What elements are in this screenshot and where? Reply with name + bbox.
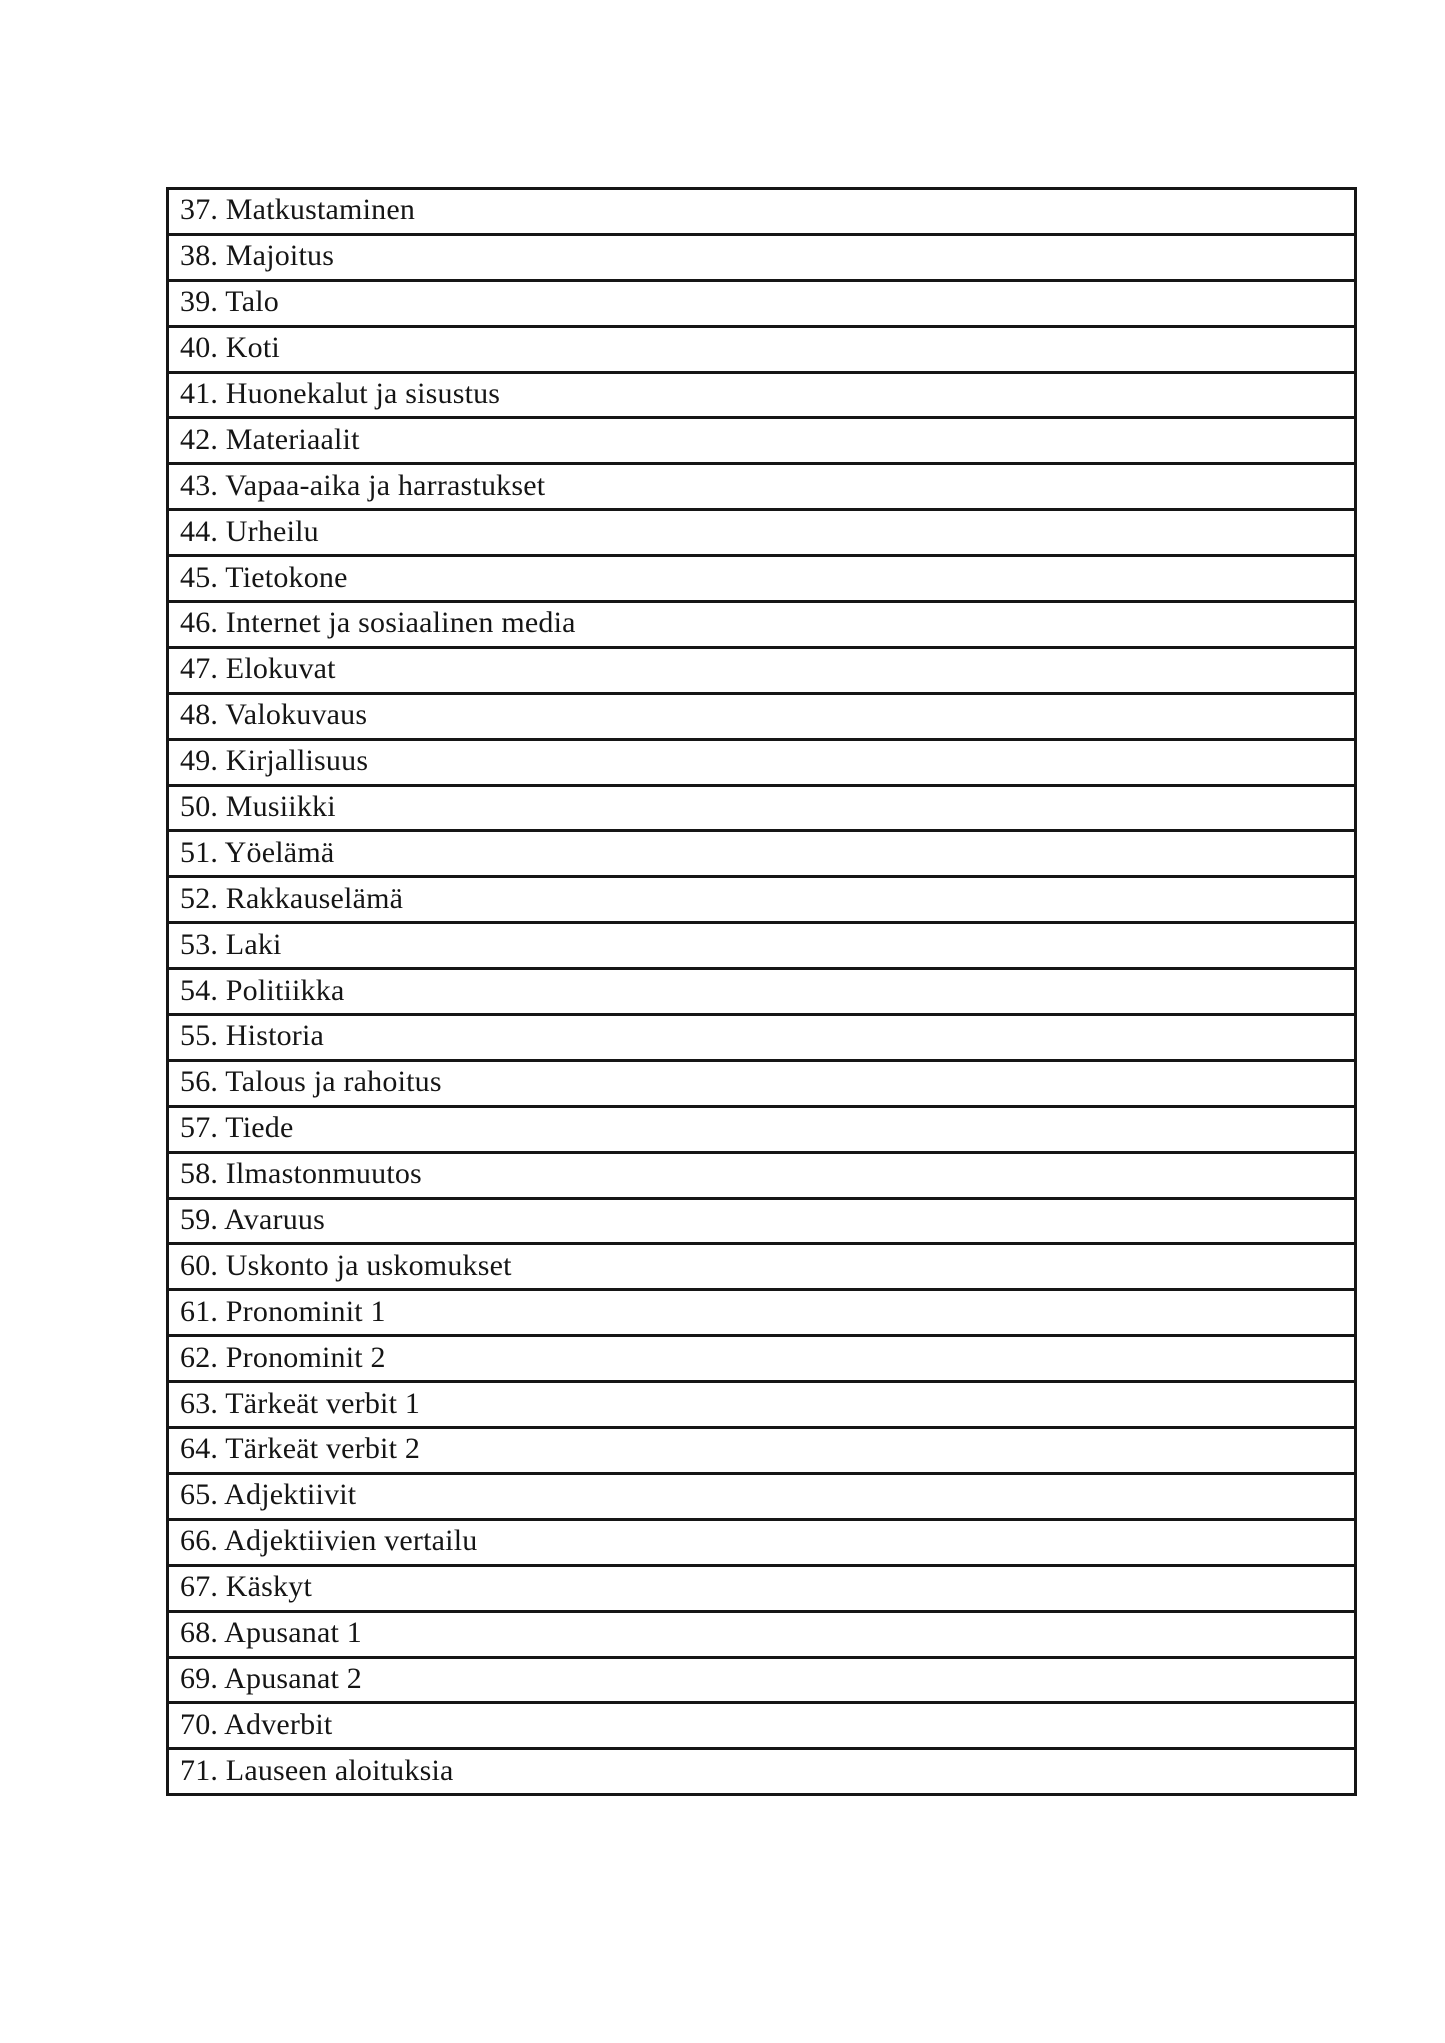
chapter-entry-label: 46. Internet ja sosiaalinen media (180, 606, 576, 640)
chapter-entry-label: 49. Kirjallisuus (180, 744, 369, 778)
chapter-entry-label: 51. Yöelämä (180, 835, 335, 869)
chapter-entry-label: 38. Majoitus (180, 239, 335, 273)
chapter-entry-label: 39. Talo (180, 285, 279, 319)
list-item (169, 1704, 1354, 1750)
chapter-entry-label: 55. Historia (180, 1019, 325, 1053)
chapter-entry-label: 58. Ilmastonmuutos (180, 1157, 422, 1191)
list-item (169, 1613, 1354, 1659)
list-item (169, 1521, 1354, 1567)
chapter-entry-label: 57. Tiede (180, 1111, 294, 1145)
list-item (169, 557, 1354, 603)
list-item (169, 465, 1354, 511)
chapter-entry-label: 47. Elokuvat (180, 652, 336, 686)
chapter-entry-label: 71. Lauseen aloituksia (180, 1753, 454, 1787)
chapter-entry-label: 67. Käskyt (180, 1570, 312, 1604)
list-item (169, 1154, 1354, 1200)
chapter-entry-label: 41. Huonekalut ja sisustus (180, 377, 501, 410)
chapter-entry-label: 60. Uskonto ja uskomukset (180, 1248, 512, 1282)
chapter-entry-label: 63. Tärkeät verbit 1 (180, 1386, 421, 1420)
chapter-entry-label: 64. Tärkeät verbit 2 (180, 1432, 421, 1466)
chapter-entry-label: 68. Apusanat 1 (180, 1616, 362, 1650)
chapter-entry-label: 40. Koti (180, 331, 280, 365)
list-item (169, 1108, 1354, 1154)
chapter-entry-label: 53. Laki (180, 927, 282, 961)
list-item (169, 328, 1354, 374)
list-item (169, 1429, 1354, 1475)
list-item (169, 1062, 1354, 1108)
chapter-entry-label: 42. Materiaalit (180, 422, 360, 456)
list-item (169, 1659, 1354, 1705)
list-item (169, 236, 1354, 282)
list-item (169, 970, 1354, 1016)
list-item (169, 190, 1354, 236)
chapter-entry-label: 37. Matkustaminen (180, 193, 416, 227)
list-item (169, 787, 1354, 833)
list-item (169, 374, 1354, 420)
chapter-entry-label: 62. Pronominit 2 (180, 1340, 386, 1374)
chapter-entry-label: 45. Tietokone (180, 560, 348, 594)
list-item (169, 1291, 1354, 1337)
chapter-entry-label: 50. Musiikki (180, 790, 336, 824)
list-item (169, 695, 1354, 741)
chapter-entry-label: 54. Politiikka (180, 973, 345, 1007)
chapter-entry-label: 70. Adverbit (180, 1707, 333, 1741)
chapter-entry-label: 59. Avaruus (180, 1203, 325, 1237)
list-item (169, 1016, 1354, 1062)
chapter-entry-label: 69. Apusanat 2 (180, 1661, 362, 1695)
list-item (169, 1567, 1354, 1613)
list-item (169, 924, 1354, 970)
contents-table (166, 187, 1357, 1796)
chapter-entry-label: 65. Adjektiivit (180, 1478, 357, 1512)
chapter-entry-label: 48. Valokuvaus (180, 698, 368, 732)
list-item (169, 1475, 1354, 1521)
chapter-entry-label: 61. Pronominit 1 (180, 1294, 386, 1328)
chapter-entry-label: 44. Urheilu (180, 514, 319, 548)
chapter-entry-label: 52. Rakkauselämä (180, 881, 404, 915)
list-item (169, 1200, 1354, 1246)
list-item (169, 1383, 1354, 1429)
list-item (169, 649, 1354, 695)
list-item (169, 878, 1354, 924)
list-item (169, 511, 1354, 557)
chapter-entry-label: 43. Vapaa-aika ja harrastukset (180, 468, 546, 502)
list-item (169, 1245, 1354, 1291)
chapter-entry-label: 56. Talous ja rahoitus (180, 1065, 442, 1099)
list-item (169, 741, 1354, 787)
list-item (169, 282, 1354, 328)
list-item (169, 603, 1354, 649)
list-item (169, 832, 1354, 878)
list-item (169, 419, 1354, 465)
list-item (169, 1750, 1354, 1793)
list-item (169, 1337, 1354, 1383)
chapter-entry-label: 66. Adjektiivien vertailu (180, 1524, 478, 1558)
